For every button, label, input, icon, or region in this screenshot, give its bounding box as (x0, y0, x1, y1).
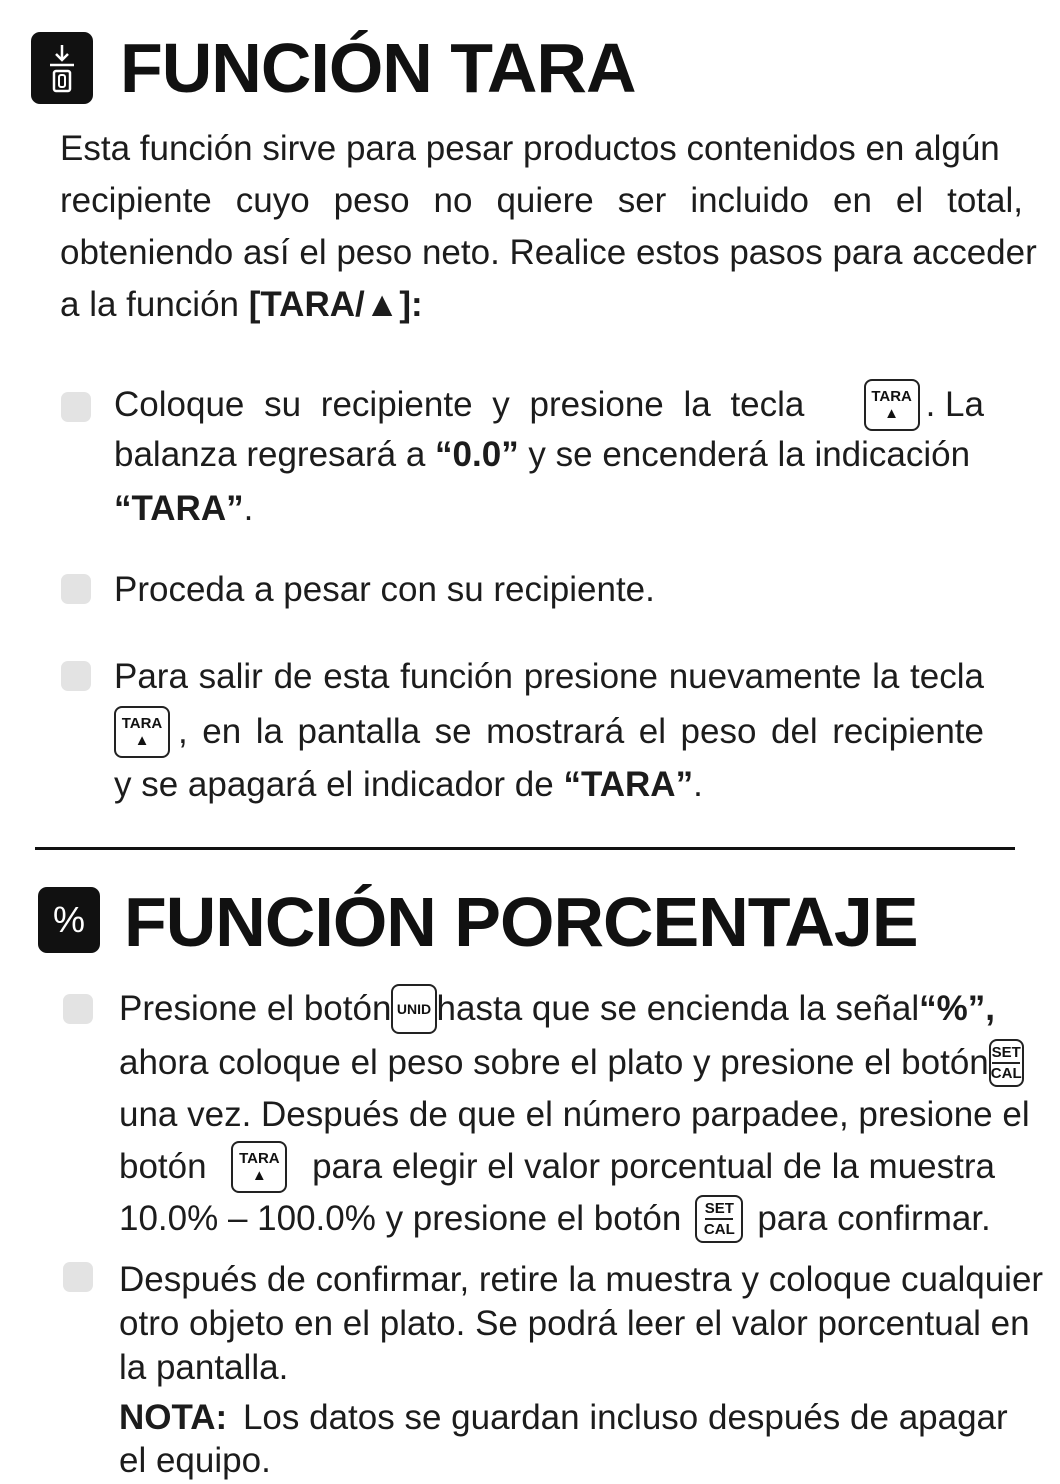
tara-key-icon (231, 1141, 287, 1193)
tara-key-icon (114, 706, 170, 758)
tara-key-label: TARA (121, 715, 163, 732)
unid-key-icon (391, 984, 436, 1034)
tara-indicator-label: “TARA” (114, 489, 244, 528)
tara-step-1-line-3 (114, 488, 984, 530)
tara-step-3-line-2 (114, 704, 984, 760)
tara-step-1-key-wrap (864, 379, 984, 431)
tara-step-1-line-2 (114, 434, 984, 476)
unid-key-label: UNID (396, 1001, 432, 1017)
section-divider (35, 847, 1015, 850)
intro-line-2-text: recipiente cuyo peso no quiere ser incluido en el total, (60, 181, 1023, 220)
intro-line-2 (60, 180, 1023, 222)
percent-step-1-text-a-pre: Presione el botón (119, 989, 392, 1028)
key-divider (705, 1218, 733, 1220)
tara-step-1-text-a: Coloque su recipiente y presione la tecla (114, 385, 805, 424)
tara-function-key-label: [TARA/▲]: (248, 285, 423, 324)
percent-step-1-line-3 (119, 1090, 1030, 1140)
intro-line-4-text: a la función (60, 285, 249, 324)
tara-step-3-line-1 (114, 656, 984, 698)
tara-indicator-label: “TARA” (563, 765, 694, 804)
percent-signal-label: “%”, (919, 989, 995, 1028)
percent-icon-glyph: % (52, 899, 85, 940)
percent-icon (38, 887, 100, 953)
tara-key-label: TARA (239, 1150, 280, 1167)
intro-line-1-text: Esta función sirve para pesar productos contenidos en algún (60, 129, 1000, 168)
tara-step-1 (114, 376, 984, 530)
tare-scale-icon (31, 32, 93, 104)
bullet-square (61, 661, 91, 691)
set-cal-key-icon (989, 1039, 1024, 1087)
tara-key-icon (864, 379, 920, 431)
percent-step-1-text-e-pre: 10.0% – 100.0% y presione el botón (119, 1199, 682, 1238)
note-label: NOTA: (119, 1398, 228, 1437)
set-key-label: SET (991, 1044, 1021, 1061)
tara-step-1-text-b: . La (925, 385, 984, 424)
percent-step-1-text-e-post: para confirmar. (757, 1199, 991, 1238)
percent-step-1-line-4 (119, 1140, 995, 1194)
tara-step-3-text-c-pre: y se apagará el indicador de (114, 765, 564, 804)
percent-step-1 (119, 982, 1030, 1244)
tara-step-1-text-c-pre: balanza regresará a (114, 435, 436, 474)
percent-step-2-line-1: Después de confirmar, retire la muestra y coloque cualquier (119, 1260, 1044, 1299)
tara-step-3-text-a: Para salir de esta función presione nuevamente la tecla (114, 657, 984, 696)
percent-step-1-text-d-post: para elegir el valor porcentual de la muestra (312, 1147, 995, 1186)
percent-step-1-text-c: una vez. Después de que el número parpadee, presione el (119, 1095, 1030, 1134)
cal-key-label: CAL (990, 1065, 1022, 1082)
tara-step-3-line-3 (114, 764, 984, 806)
up-triangle-icon: ▲ (884, 405, 900, 422)
intro-line-4 (60, 284, 1023, 326)
tara-step-1-text-c-post: y se encenderá la indicación (518, 435, 971, 474)
tara-intro-paragraph (60, 128, 1037, 326)
key-divider (992, 1062, 1020, 1064)
up-triangle-icon: ▲ (134, 732, 150, 749)
percent-step-2-line-3: la pantalla. (119, 1348, 289, 1387)
tara-step-3-text-c-post: . (693, 765, 703, 804)
tara-key-label: TARA (871, 388, 912, 405)
bullet-square (63, 1262, 93, 1292)
bullet-square (61, 392, 91, 422)
percent-step-1-line-2 (119, 1036, 1022, 1090)
percent-step-1-line-5 (119, 1194, 995, 1244)
tara-step-3-text-b: , en la pantalla se mostrará el peso del recipiente (178, 712, 984, 751)
tara-step-1-text-d-post: . (243, 489, 254, 528)
tara-step-2: Proceda a pesar con su recipiente. (114, 570, 655, 609)
intro-line-1 (60, 128, 1023, 170)
tara-section-title: FUNCIÓN TARA (120, 29, 636, 107)
percent-step-1-text-b: ahora coloque el peso sobre el plato y presione el botón (119, 1043, 989, 1082)
set-cal-key-icon (695, 1195, 743, 1243)
bullet-square (63, 994, 93, 1024)
percent-step-1-text-d-pre: botón (119, 1147, 207, 1186)
percent-section-title: FUNCIÓN PORCENTAJE (124, 883, 918, 961)
zero-reading: “0.0” (435, 435, 519, 474)
note-line-2: el equipo. (119, 1441, 271, 1480)
intro-line-3 (60, 232, 1037, 274)
tara-step-1-line-1 (114, 376, 984, 434)
percent-step-1-text-a-post: hasta que se encienda la señal (436, 989, 920, 1028)
set-key-label: SET (704, 1200, 734, 1217)
cal-key-label: CAL (703, 1221, 735, 1238)
up-triangle-icon: ▲ (251, 1167, 267, 1184)
note-text-a: Los datos se guardan incluso después de apagar (242, 1398, 1008, 1437)
note-line-1 (119, 1394, 1008, 1442)
tara-step-3 (114, 656, 984, 806)
percent-step-2-line-2: otro objeto en el plato. Se podrá leer el valor porcentual en (119, 1304, 1030, 1343)
percent-step-1-line-1 (119, 982, 995, 1036)
intro-line-3-text: obteniendo así el peso neto. Realice estos pasos para acceder (60, 233, 1037, 272)
bullet-square (61, 574, 91, 604)
percent-step-2 (119, 1258, 1044, 1480)
